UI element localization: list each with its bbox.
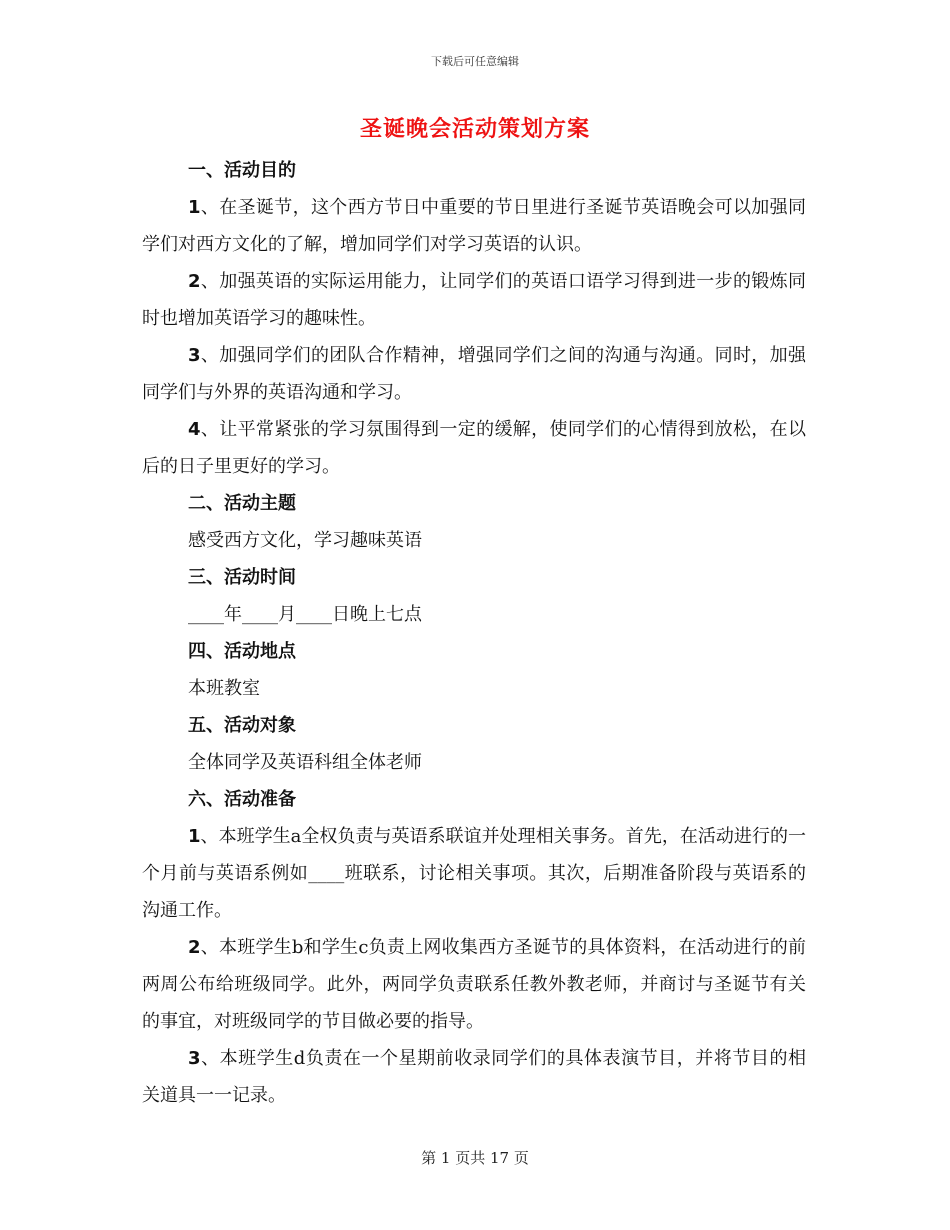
item-number: 3 <box>188 1048 201 1069</box>
item-number: 2 <box>188 271 201 292</box>
time-text: ____年____月____日晚上七点 <box>188 604 422 625</box>
section-heading-theme: 二、活动主题 <box>188 493 296 514</box>
section-heading-time: 三、活动时间 <box>188 567 296 588</box>
item-number: 3 <box>188 345 201 366</box>
item-text: 、本班学生b和学生c负责上网收集西方圣诞节的具体资料，在活动进行的前两周公布给班级同学。此外，两同学负责联系任教外教老师，并商讨与圣诞节有关的事宜，对班级同学的节目做必要的指导。 <box>142 937 806 1032</box>
preparation-item-3 <box>142 1040 806 1114</box>
item-text: 、本班学生d负责在一个星期前收录同学们的具体表演节目，并将节目的相关道具一一记录。 <box>142 1048 806 1106</box>
document-body <box>142 152 806 1114</box>
item-number: 1 <box>188 826 201 847</box>
section-heading-purpose: 一、活动目的 <box>188 160 296 181</box>
item-text: 、加强同学们的团队合作精神，增强同学们之间的沟通与沟通。同时，加强同学们与外界的英语沟通和学习。 <box>142 345 806 403</box>
purpose-item-1 <box>142 189 806 263</box>
location-text: 本班教室 <box>188 678 260 699</box>
purpose-item-4 <box>142 411 806 485</box>
document-title: 圣诞晚会活动策划方案 <box>359 116 590 142</box>
section-heading-location: 四、活动地点 <box>188 641 296 662</box>
section-heading-preparation: 六、活动准备 <box>188 789 296 810</box>
item-number: 2 <box>188 937 201 958</box>
purpose-item-3 <box>142 337 806 411</box>
page-footer: 第 1 页共 17 页 <box>421 1149 529 1167</box>
preparation-item-2 <box>142 929 806 1040</box>
item-text: 、在圣诞节，这个西方节日中重要的节日里进行圣诞节英语晚会可以加强同学们对西方文化的了解，增加同学们对学习英语的认识。 <box>142 197 806 255</box>
item-text: 、加强英语的实际运用能力，让同学们的英语口语学习得到进一步的锻炼同时也增加英语学习的趣味性。 <box>142 271 806 329</box>
theme-text: 感受西方文化，学习趣味英语 <box>188 530 422 551</box>
item-text: 、让平常紧张的学习氛围得到一定的缓解，使同学们的心情得到放松，在以后的日子里更好的学习。 <box>142 419 806 477</box>
section-heading-audience: 五、活动对象 <box>188 715 296 736</box>
item-number: 4 <box>188 419 201 440</box>
preparation-item-1 <box>142 818 806 929</box>
item-number: 1 <box>188 197 201 218</box>
page-header: 下载后可任意编辑 <box>431 55 519 68</box>
item-text: 、本班学生a全权负责与英语系联谊并处理相关事务。首先，在活动进行的一个月前与英语系例如____班联系，讨论相关事项。其次，后期准备阶段与英语系的沟通工作。 <box>142 826 806 921</box>
audience-text: 全体同学及英语科组全体老师 <box>188 752 422 773</box>
purpose-item-2 <box>142 263 806 337</box>
